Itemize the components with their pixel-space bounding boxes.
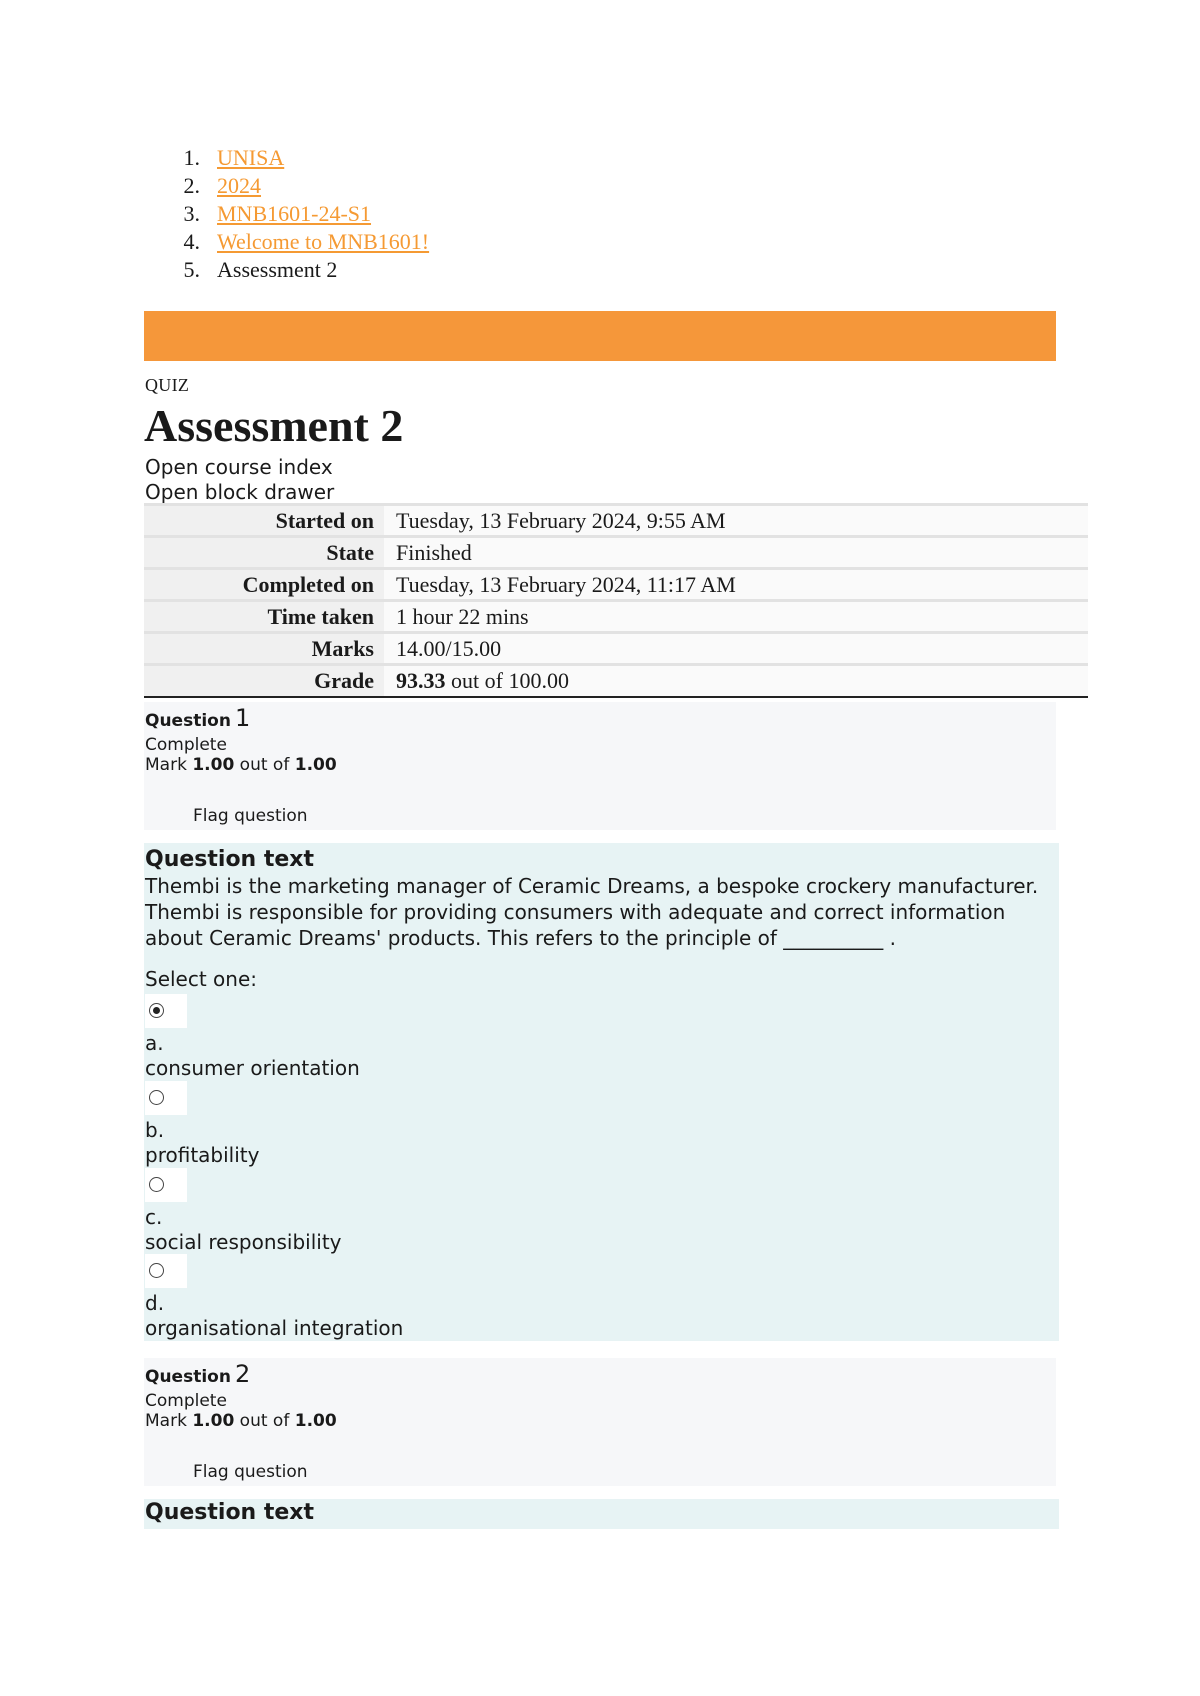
grade-score: 93.33 bbox=[396, 667, 446, 693]
breadcrumb-number: 4. bbox=[183, 229, 200, 254]
question-2-info bbox=[144, 1358, 1056, 1486]
question-number-value: 2 bbox=[234, 1360, 251, 1388]
mark-prefix: Mark bbox=[145, 755, 193, 775]
option-letter: a. bbox=[145, 1031, 164, 1055]
option-letter: d. bbox=[145, 1291, 165, 1315]
open-course-index-button[interactable]: Open course index bbox=[145, 455, 333, 479]
breadcrumb-number: 5. bbox=[183, 257, 200, 282]
radio-button-b[interactable] bbox=[149, 1090, 164, 1105]
question-text-heading: Question text bbox=[145, 847, 315, 872]
question-number-value: 1 bbox=[234, 704, 251, 732]
answer-option-d bbox=[145, 1254, 645, 1340]
radio-container bbox=[145, 1081, 187, 1115]
flag-question-button[interactable]: Flag question bbox=[193, 1462, 308, 1482]
question-number bbox=[145, 1360, 250, 1388]
grade-out-of: out of 100.00 bbox=[445, 667, 569, 693]
summary-label: Marks bbox=[144, 633, 384, 665]
option-letter: c. bbox=[145, 1205, 163, 1229]
open-block-drawer-button[interactable]: Open block drawer bbox=[145, 480, 335, 504]
answer-option-b bbox=[145, 1081, 645, 1167]
answer-option-c bbox=[145, 1168, 645, 1254]
breadcrumb-number: 1. bbox=[183, 145, 200, 170]
summary-row-marks bbox=[144, 633, 1088, 665]
summary-label: State bbox=[144, 537, 384, 569]
breadcrumb-link-year[interactable]: 2024 bbox=[217, 173, 261, 198]
option-text: profitability bbox=[145, 1143, 260, 1167]
select-one-prompt: Select one: bbox=[145, 967, 258, 991]
summary-label: Completed on bbox=[144, 569, 384, 601]
question-state: Complete bbox=[145, 1391, 227, 1411]
question-label: Question bbox=[145, 711, 231, 731]
breadcrumb-link-course[interactable]: MNB1601-24-S1 bbox=[217, 201, 372, 226]
breadcrumb-link-welcome[interactable]: Welcome to MNB1601! bbox=[217, 229, 430, 254]
header-banner bbox=[144, 311, 1056, 361]
radio-container bbox=[145, 1254, 187, 1288]
question-1-info bbox=[144, 702, 1056, 830]
radio-button-d[interactable] bbox=[149, 1263, 164, 1278]
question-2-content bbox=[144, 1499, 1059, 1529]
breadcrumb-current: Assessment 2 bbox=[217, 257, 338, 282]
option-text: organisational integration bbox=[145, 1316, 404, 1340]
page-title: Assessment 2 bbox=[144, 400, 404, 451]
question-1-content bbox=[144, 843, 1059, 1341]
summary-label: Grade bbox=[144, 665, 384, 697]
summary-value: 1 hour 22 mins bbox=[384, 601, 1088, 633]
radio-button-a[interactable] bbox=[149, 1003, 164, 1018]
breadcrumb-number: 3. bbox=[183, 201, 200, 226]
question-number bbox=[145, 704, 250, 732]
summary-value bbox=[384, 665, 1088, 697]
summary-value: 14.00/15.00 bbox=[384, 633, 1088, 665]
question-mark bbox=[145, 1411, 337, 1431]
summary-row-completed bbox=[144, 569, 1088, 601]
question-state: Complete bbox=[145, 735, 227, 755]
question-label: Question bbox=[145, 1367, 231, 1387]
module-type-label: QUIZ bbox=[145, 375, 190, 395]
summary-value: Tuesday, 13 February 2024, 11:17 AM bbox=[384, 569, 1088, 601]
question-text-heading: Question text bbox=[145, 1500, 315, 1525]
mark-prefix: Mark bbox=[145, 1411, 193, 1431]
mark-max: 1.00 bbox=[294, 1411, 337, 1431]
mark-value: 1.00 bbox=[192, 1411, 235, 1431]
option-text: social responsibility bbox=[145, 1230, 342, 1254]
attempt-summary-table bbox=[144, 503, 1088, 698]
flag-question-button[interactable]: Flag question bbox=[193, 806, 308, 826]
summary-row-time-taken bbox=[144, 601, 1088, 633]
mark-mid: out of bbox=[234, 1411, 295, 1431]
summary-value: Finished bbox=[384, 537, 1088, 569]
radio-button-c[interactable] bbox=[149, 1177, 164, 1192]
question-mark bbox=[145, 755, 337, 775]
radio-container bbox=[145, 994, 187, 1028]
option-text: consumer orientation bbox=[145, 1056, 360, 1080]
mark-max: 1.00 bbox=[294, 755, 337, 775]
mark-mid: out of bbox=[234, 755, 295, 775]
summary-row-started bbox=[144, 505, 1088, 537]
summary-label: Started on bbox=[144, 505, 384, 537]
summary-label: Time taken bbox=[144, 601, 384, 633]
mark-value: 1.00 bbox=[192, 755, 235, 775]
breadcrumb-number: 2. bbox=[183, 173, 200, 198]
summary-value: Tuesday, 13 February 2024, 9:55 AM bbox=[384, 505, 1088, 537]
radio-container bbox=[145, 1168, 187, 1202]
summary-row-state bbox=[144, 537, 1088, 569]
answer-option-a bbox=[145, 994, 645, 1080]
question-text: Thembi is the marketing manager of Ceramic Dreams, a bespoke crockery manufacturer. Thembi is responsible for providing consumers with adequate and correct information about Ceramic Dreams' products. This refers to the principle of __________ . bbox=[145, 874, 1039, 950]
option-letter: b. bbox=[145, 1118, 165, 1142]
breadcrumb-link-unisa[interactable]: UNISA bbox=[217, 145, 285, 170]
summary-row-grade bbox=[144, 665, 1088, 697]
